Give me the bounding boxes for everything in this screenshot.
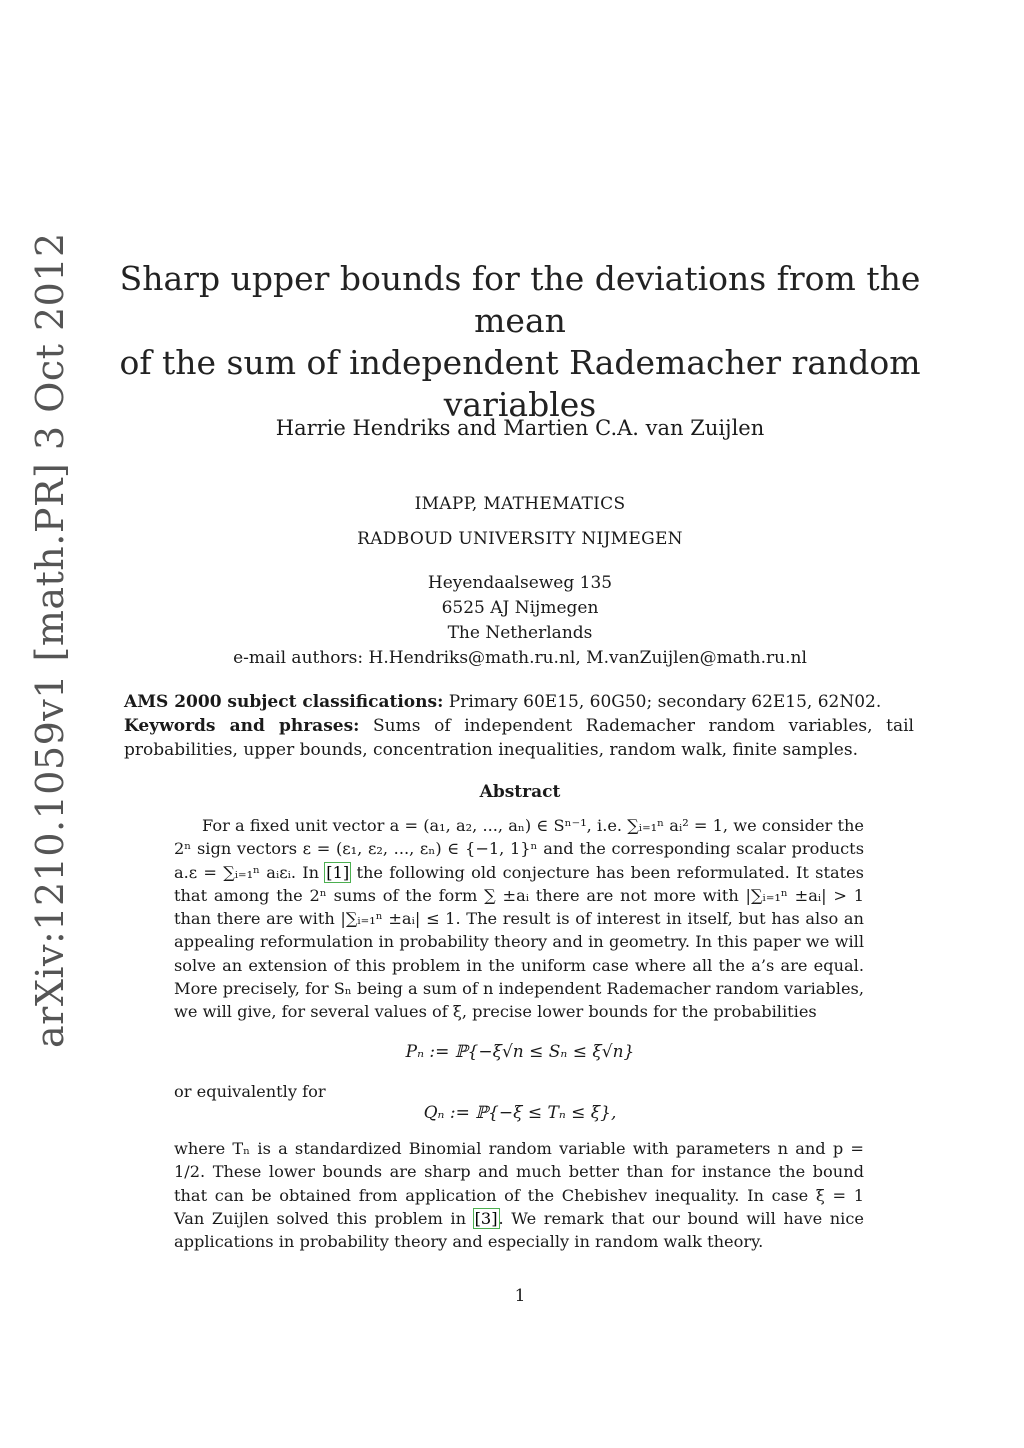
- title-line: Sharp upper bounds for the deviations from the mean: [119, 259, 921, 340]
- citation-link-3[interactable]: [3]: [474, 1208, 498, 1228]
- abstract-line: probability theory and especially in random walk theory.: [299, 1232, 764, 1252]
- keywords-label: Keywords and phrases:: [124, 716, 360, 736]
- abstract-heading: Abstract: [479, 782, 561, 802]
- abstract-line: 2ⁿ sign vectors ε = (ε₁, ε₂, ..., εₙ) ∈ {−1, 1}ⁿ and the corresponding scalar products: [174, 839, 864, 859]
- abstract-line: appealing reformulation in probability theory and in geometry. In this paper we will: [174, 932, 864, 952]
- institution-line: RADBOUD UNIVERSITY NIJMEGEN: [357, 529, 683, 549]
- title-line: of the sum of independent Rademacher random: [119, 343, 921, 382]
- address-line: The Netherlands: [447, 623, 593, 643]
- abstract-line: . We remark that our bound will have nice applications in: [174, 1208, 865, 1252]
- abstract-paragraph-2: [174, 1137, 864, 1253]
- ams-text: Primary 60E15, 60G50; secondary 62E15, 62N02.: [443, 692, 882, 712]
- abstract-line: we will give, for several values of ξ, precise lower bounds for the probabilities: [174, 1002, 817, 1022]
- arxiv-stamp: arXiv:1210.1059v1 [math.PR] 3 Oct 2012: [28, 232, 72, 1048]
- paper-title: [110, 258, 930, 426]
- abstract-line: For a fixed unit vector a = (a₁, a₂, ..., aₙ) ∈ Sⁿ⁻¹, i.e. ∑ᵢ₌₁ⁿ aᵢ² = 1, we consider the: [202, 816, 864, 835]
- abstract-paragraph-1: [174, 814, 864, 1024]
- equation-pn: Pₙ := ℙ{−ξ√n ≤ Sₙ ≤ ξ√n}: [405, 1042, 635, 1062]
- abstract-line: solved this problem in: [276, 1208, 474, 1228]
- institution-line: IMAPP, MATHEMATICS: [414, 494, 626, 514]
- abstract-line: solve an extension of this problem in the uniform case where all the a’s are equal.: [174, 955, 864, 975]
- ams-label: AMS 2000 subject classifications:: [124, 692, 444, 712]
- citation-link-1[interactable]: [1]: [326, 862, 350, 882]
- metadata-block: [124, 690, 914, 762]
- abstract-line: be obtained from application of the Chebishev inequality. In case ξ = 1 Van Zuijlen: [174, 1185, 865, 1228]
- address-line: Heyendaalseweg 135: [427, 573, 613, 593]
- abstract-line: More precisely, for Sₙ being a sum of n independent Rademacher random variables,: [174, 979, 864, 999]
- page-number: 1: [514, 1286, 526, 1306]
- abstract-line: the following old conjecture has been reformulated. It states: [350, 862, 864, 882]
- email-line: e-mail authors: H.Hendriks@math.ru.nl, M.vanZuijlen@math.ru.nl: [233, 648, 807, 668]
- abstract-line: where Tₙ is a standardized Binomial random variable with parameters n and p = 1/2.: [174, 1139, 864, 1182]
- keywords-text: Sums of independent Rademacher random variables, tail probabilities, upper bounds, concentration inequalities, random walk, finite samples.: [124, 716, 914, 760]
- address-line: 6525 AJ Nijmegen: [441, 598, 599, 618]
- title-line: variables: [443, 385, 597, 424]
- equation-qn: Qₙ := ℙ{−ξ ≤ Tₙ ≤ ξ},: [423, 1103, 617, 1123]
- abstract-line: than there are with |∑ᵢ₌₁ⁿ ±aᵢ| ≤ 1. The result is of interest in itself, but has also an: [174, 909, 864, 929]
- or-equivalently: or equivalently for: [174, 1082, 326, 1101]
- authors: Harrie Hendriks and Martien C.A. van Zuijlen: [275, 416, 765, 440]
- abstract-line: that among the 2ⁿ sums of the form ∑ ±aᵢ there are not more with |∑ᵢ₌₁ⁿ ±aᵢ| > 1: [174, 885, 864, 905]
- keywords: [124, 714, 914, 762]
- abstract-line: These lower bounds are sharp and much better than for instance the bound that can: [174, 1162, 864, 1205]
- ams-classification: [124, 690, 914, 714]
- abstract-line: a.ε = ∑ᵢ₌₁ⁿ aᵢεᵢ. In: [174, 862, 326, 882]
